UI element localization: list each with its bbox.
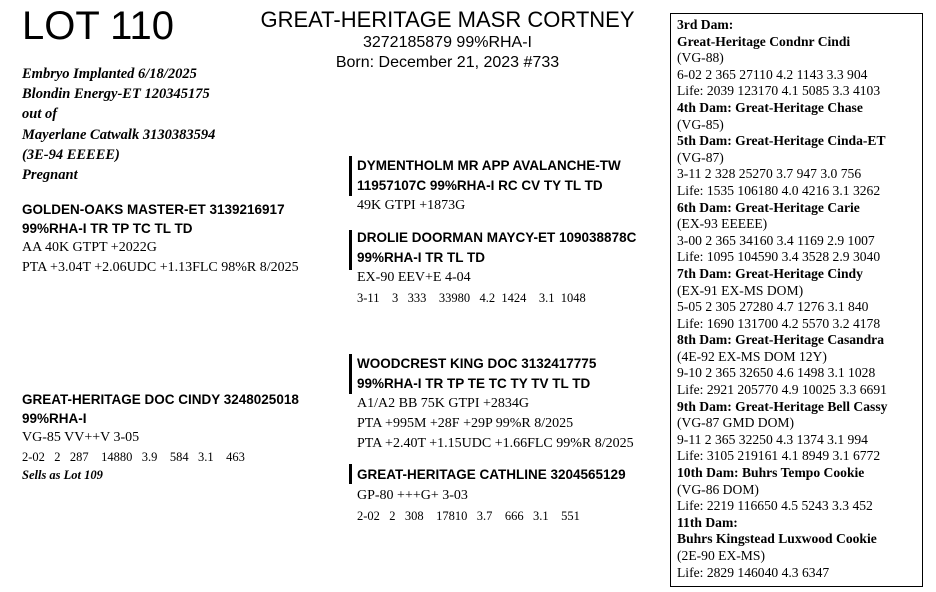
dam-sire-codes: 99%RHA-I TR TP TE TC TY TV TL TD <box>357 376 591 391</box>
sire-dam-codes: 99%RHA-I TR TL TD <box>357 250 486 265</box>
sire-name: GOLDEN-OAKS MASTER-ET 3139216917 <box>22 202 285 217</box>
ancestry-line: 8th Dam: Great-Heritage Casandra <box>677 332 885 348</box>
ancestry-line: 9-11 2 365 32250 4.3 1374 3.1 994 <box>677 431 868 447</box>
ancestry-line: Life: 1690 131700 4.2 5570 3.2 4178 <box>677 315 881 331</box>
sire-genomic: AA 40K GTPT +2022G <box>22 240 157 255</box>
dam-score: VG-85 VV++V 3-05 <box>22 430 140 445</box>
ancestry-line: (4E-92 EX-MS DOM 12Y) <box>677 348 827 364</box>
dam-sire-proof1: PTA +995M +28F +29P 99%R 8/2025 <box>357 416 574 431</box>
embryo-line: Embryo Implanted 6/18/2025 <box>22 66 197 82</box>
ancestry-line: Life: 3105 219161 4.1 8949 3.1 6772 <box>677 448 881 464</box>
ancestry-line: (2E-90 EX-MS) <box>677 548 765 563</box>
pedigree-bar-lower-dam <box>349 464 352 484</box>
ancestry-line: (EX-91 EX-MS DOM) <box>677 282 804 298</box>
sire-sire-block <box>357 156 621 216</box>
ancestry-line: 3rd Dam: <box>677 17 734 32</box>
sire-dam-block <box>357 228 636 308</box>
dam-dam-score: GP-80 +++G+ 3-03 <box>357 488 468 503</box>
sire-dam-name: DROLIE DOORMAN MAYCY-ET 109038878C <box>357 230 637 245</box>
dam-codes: 99%RHA-I <box>22 411 87 426</box>
ancestry-line: 9-10 2 365 32650 4.6 1498 3.1 1028 <box>677 365 876 381</box>
sire-block <box>22 200 299 278</box>
sire-dam-record: 3-11 3 333 33980 4.2 1424 3.1 1048 <box>357 291 586 305</box>
ancestry-line: (VG-85) <box>677 116 724 132</box>
ancestry-line: 11th Dam: <box>677 514 738 530</box>
ancestry-line: (VG-87 GMD DOM) <box>677 415 795 431</box>
ancestry-line: Great-Heritage Condnr Cindi <box>677 33 851 49</box>
ancestry-line: (EX-93 EEEEE) <box>677 216 768 232</box>
embryo-line: (3E-94 EEEEE) <box>22 146 120 163</box>
embryo-line: Pregnant <box>22 167 78 184</box>
ancestry-box <box>670 13 923 587</box>
dam-dam-record: 2-02 2 308 17810 3.7 666 3.1 551 <box>357 509 580 523</box>
pedigree-bar-upper-dam <box>349 230 352 270</box>
ancestry-line: (VG-87) <box>677 149 724 165</box>
ancestry-line: 5th Dam: Great-Heritage Cinda-ET <box>677 133 886 149</box>
birth-date: Born: December 21, 2023 #733 <box>335 54 560 71</box>
ancestry-line: 10th Dam: Buhrs Tempo Cookie <box>677 465 865 481</box>
ancestry-line: (VG-88) <box>677 50 724 66</box>
dam-note: Sells as Lot 109 <box>22 468 103 482</box>
embryo-line: Blondin Energy-ET 120345175 <box>22 86 210 103</box>
embryo-line: out of <box>22 106 58 123</box>
dam-name: GREAT-HERITAGE DOC CINDY 3248025018 <box>22 392 299 407</box>
sire-sire-name: DYMENTHOLM MR APP AVALANCHE-TW <box>357 158 621 173</box>
dam-dam-name: GREAT-HERITAGE CATHLINE 3204565129 <box>357 467 626 482</box>
ancestry-line: Life: 2829 146040 4.3 6347 <box>677 564 830 580</box>
ancestry-line: 7th Dam: Great-Heritage Cindy <box>677 265 863 281</box>
animal-name: GREAT-HERITAGE MASR CORTNEY <box>260 7 635 32</box>
pedigree-bar-upper <box>349 156 352 196</box>
ancestry-line: (VG-86 DOM) <box>677 481 759 497</box>
ancestry-line: 5-05 2 305 27280 4.7 1276 3.1 840 <box>677 299 869 315</box>
dam-sire-proof2: PTA +2.40T +1.15UDC +1.66FLC 99%R 8/2025 <box>357 436 634 451</box>
sire-sire-genomic: 49K GTPI +1873G <box>357 198 466 213</box>
dam-block <box>22 390 299 484</box>
dam-sire-name: WOODCREST KING DOC 3132417775 <box>357 356 597 371</box>
lot-number: LOT 110 <box>22 4 174 48</box>
ancestry-line: 6th Dam: Great-Heritage Carie <box>677 199 860 215</box>
sire-sire-codes: 11957107C 99%RHA-I RC CV TY TL TD <box>357 178 603 193</box>
sire-codes: 99%RHA-I TR TP TC TL TD <box>22 221 193 236</box>
sire-proof: PTA +3.04T +2.06UDC +1.13FLC 98%R 8/2025 <box>22 260 299 275</box>
dam-record: 2-02 2 287 14880 3.9 584 3.1 463 <box>22 450 245 464</box>
ancestry-line: 3-00 2 365 34160 3.4 1169 2.9 1007 <box>677 232 875 248</box>
pedigree-bar-lower <box>349 354 352 394</box>
ancestry-line: Life: 1535 106180 4.0 4216 3.1 3262 <box>677 182 881 198</box>
ancestry-line: Life: 2219 116650 4.5 5243 3.3 452 <box>677 498 873 514</box>
ancestry-line: Life: 2921 205770 4.9 10025 3.3 6691 <box>677 382 887 398</box>
sire-dam-score: EX-90 EEV+E 4-04 <box>357 270 471 285</box>
ancestry-line: Life: 1095 104590 3.4 3528 2.9 3040 <box>677 249 881 265</box>
ancestry-line: Buhrs Kingstead Luxwood Cookie <box>677 531 877 547</box>
ancestry-line: Life: 2039 123170 4.1 5085 3.3 4103 <box>677 83 881 99</box>
embryo-note <box>22 64 215 185</box>
ancestry-line: 9th Dam: Great-Heritage Bell Cassy <box>677 398 888 414</box>
ancestry-line: 6-02 2 365 27110 4.2 1143 3.3 904 <box>677 66 868 82</box>
dam-sire-block <box>357 354 634 454</box>
ancestry-line: 3-11 2 328 25270 3.7 947 3.0 756 <box>677 166 862 182</box>
dam-sire-genomic: A1/A2 BB 75K GTPI +2834G <box>357 396 530 411</box>
embryo-line: Mayerlane Catwalk 3130383594 <box>22 126 216 143</box>
ancestry-line: 4th Dam: Great-Heritage Chase <box>677 99 863 115</box>
registration-number: 3272185879 99%RHA-I <box>362 34 532 51</box>
dam-dam-block <box>357 465 626 526</box>
